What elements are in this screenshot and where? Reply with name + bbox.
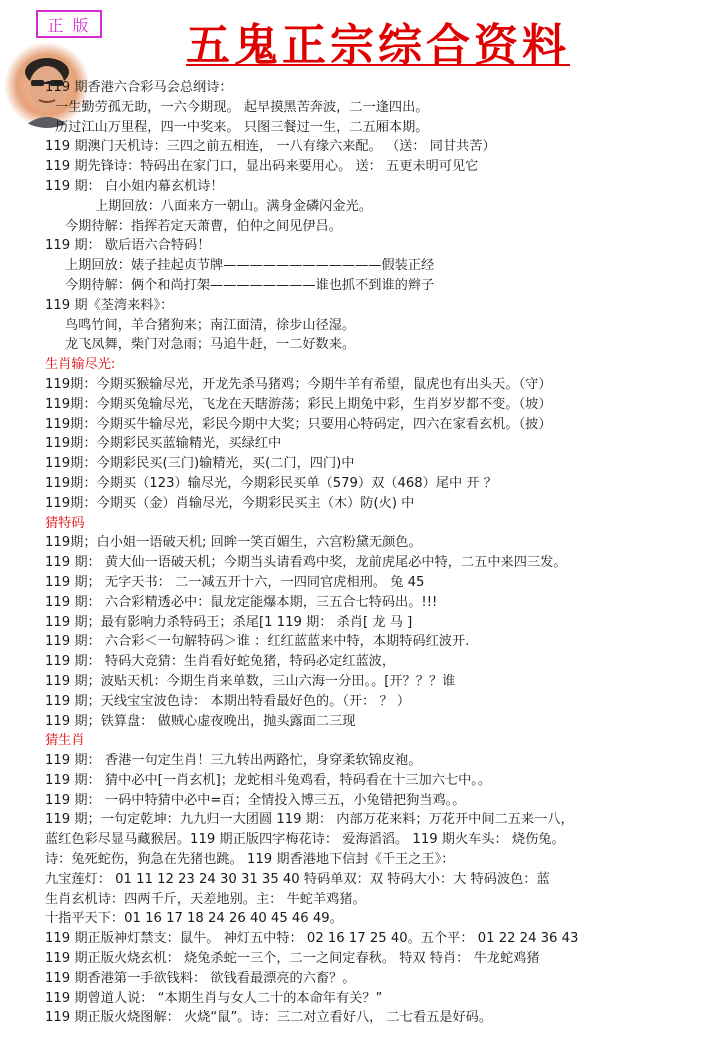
text-line: 119期：今期买兔输尽光，飞龙在天瞎游荡；彩民上期兔中彩，生肖岁岁都不变。（坡） <box>45 396 552 412</box>
text-line: 119期；白小姐一语破天机; 回眸一笑百媚生，六宫粉黛无颜色。 <box>45 535 422 551</box>
edition-badge: 正 版 <box>36 10 102 38</box>
text-line: 九宝莲灯： 01 11 12 23 24 30 31 35 40 特码单双：双 特码大小：大 特码波色：蓝 <box>45 871 550 887</box>
text-line: 119 期曾道人说： “本期生肖与女人二十的本命年有关？” <box>45 990 383 1006</box>
text-line: 119 期正版火烧玄机： 烧兔杀蛇一三个，二一之间定春秋。 特双 特肖： 牛龙蛇鸡猪 <box>45 951 540 967</box>
text-line: 鸟鸣竹间，羊合猪狗来；南江面清，徐步山径湿。 <box>65 317 356 333</box>
text-line: 119 期先锋诗：特码出在家门口，显出码来要用心。 送： 五更未明可见它 <box>45 159 479 175</box>
text-line: 119期：今期买（金）肖输尽光，今期彩民买主（木）防(火) 中 <box>45 495 415 511</box>
text-line: 119 期；波贴天机：今期生肖来单数，三山六海一分田。。[开？？？谁 <box>45 673 456 689</box>
text-line: 119期：今期彩民买蓝输精光，买绿红中 <box>45 436 282 452</box>
text-line: 今期待解：指挥若定天萧曹，伯仲之间见伊吕。 <box>65 218 342 234</box>
text-line: 119 期；一句定乾坤：九九归一大团圆 119 期： 内部万花来料；万花开中间二五来一八， <box>45 812 574 828</box>
text-line: 119 期： 歇后语六合特码！ <box>45 238 211 254</box>
text-line: 十指平天下：01 16 17 18 24 26 40 45 46 49。 <box>45 911 343 927</box>
text-line: 119 期香港六合彩马会总纲诗： <box>45 80 233 95</box>
text-line: 119 期： 特码大竞猜：生肖看好蛇兔猪，特码必定红蓝波， <box>45 654 396 670</box>
text-line: 119 期正版神灯禁支：鼠牛。 神灯五中特： 02 16 17 25 40。五个平： 01 22 24 36 43 <box>45 931 579 947</box>
text-line: 119 期；最有影响力杀特码王；杀尾[1 119 期： 杀肖[ 龙 马 ] <box>45 614 413 630</box>
section-heading: 猜特码 <box>45 515 85 531</box>
text-line: 诗：兔死蛇伤，狗急在先猪也跳。 119 期香港地下信封《千王之王》： <box>45 852 455 868</box>
text-line: 生肖玄机诗：四两千斤，天差地别。主： 牛蛇羊鸡猪。 <box>45 891 366 907</box>
text-line: 119 期香港第一手欲钱料： 欲钱看最漂亮的六畜？。 <box>45 970 356 986</box>
section-heading: 猜生肖 <box>45 733 85 749</box>
text-line: 119 期： 黄大仙一语破天机；今期当头请看鸡中奖，龙前虎尾必中特，二五中来四三发。 <box>45 555 567 571</box>
text-line: 上期回放：八面来方一朝山。满身金磷闪金光。 <box>95 198 372 214</box>
text-line: 上期回放：婊子挂起贞节牌————————————假装正经 <box>65 258 435 274</box>
text-line: 119 期： 香港一句定生肖！三九转出两路忙，身穿柔软锦皮袍。 <box>45 753 422 769</box>
text-line: 119 期： 一码中特猜中必中=百；全情投入博三五，小兔错把狗当鸡。。 <box>45 792 466 808</box>
text-line: 一生勤劳孤无助，一六今期现。 起早摸黑苦奔波，二一逢四出。 <box>55 99 429 115</box>
text-line: 119 期； 无字天书： 二一减五开十六，一四同官虎相刑。 兔 45 <box>45 574 425 590</box>
text-line: 119期：今期买（123）输尽光，今期彩民买单（579）双（468）尾中 开 ？ <box>45 475 497 491</box>
text-line: 119 期： 猜中必中[一肖玄机]；龙蛇相斗兔鸡看，特码看在十三加六七中。。 <box>45 772 492 788</box>
text-line: 119 期《荃湾来料》： <box>45 297 174 313</box>
text-line: 蓝红色彩尽显马藏猴居。119 期正版四字梅花诗： 爱海滔滔。 119 期火车头： 烧伤兔。 <box>45 832 565 848</box>
text-line: 119 期；铁算盘： 做贼心虚夜晚出，抛头露面二三现 <box>45 713 356 729</box>
text-line: 119 期： 六合彩＜一句解特码＞谁 ：红红蓝蓝来中特，本期特码红波开. <box>45 634 470 650</box>
text-line: 119期：今期买牛输尽光，彩民今期中大奖；只要用心特码定，四六在家看玄机。（披） <box>45 416 552 432</box>
text-line: 龙飞凤舞，柴门对急雨；马追牛赶，一二好数来。 <box>65 337 356 353</box>
text-line: 今期待解：俩个和尚打架————————谁也抓不到谁的辫子 <box>65 277 435 293</box>
text-line: 历过江山万里程，四一中奖来。 只图三餐过一生，二五厢本期。 <box>55 119 429 135</box>
section-heading: 生肖输尽光: <box>45 357 116 373</box>
text-line: 119 期正版火烧图解： 火烧“鼠”。诗：三二对立看好八， 二七看五是好码。 <box>45 1010 493 1026</box>
text-line: 119 期；天线宝宝波色诗： 本期出特看最好色的。（开： ？ ） <box>45 693 411 709</box>
text-line: 119 期： 六合彩精透必中：鼠龙定能爆本期，三五合七特码出。!!! <box>45 594 438 610</box>
text-line: 119 期澳门天机诗：三四之前五相连， 一八有缘六来配。 （送： 同甘共苦） <box>45 139 496 155</box>
text-line: 119 期： 白小姐内幕玄机诗！ <box>45 178 224 194</box>
text-line: 119期：今期彩民买(三门)输精光，买(二门，四门)中 <box>45 456 355 472</box>
page-title: 五鬼正宗综合资料 <box>186 20 570 71</box>
text-line: 119期：今期买猴输尽光，开龙先杀马猪鸡；今期牛羊有希望，鼠虎也有出头天。（守） <box>45 376 552 392</box>
content-body <box>45 78 695 1028</box>
